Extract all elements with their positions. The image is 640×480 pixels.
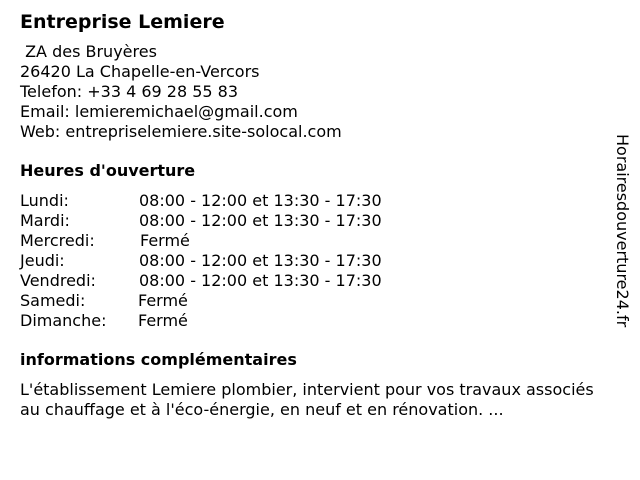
hours-value: Fermé bbox=[138, 311, 188, 330]
hours-day: Mercredi: bbox=[20, 231, 95, 250]
hours-day: Mardi: bbox=[20, 211, 70, 230]
hours-row-samedi bbox=[20, 291, 605, 311]
address-line-1: ZA des Bruyères bbox=[20, 42, 157, 61]
hours-row-lundi bbox=[20, 191, 605, 211]
hours-day: Vendredi: bbox=[20, 271, 96, 290]
hours-day: Lundi: bbox=[20, 191, 69, 210]
hours-row-mercredi bbox=[20, 231, 605, 251]
web-line[interactable]: Web: entrepriselemiere.site-solocal.com bbox=[20, 122, 342, 141]
hours-value: 08:00 - 12:00 et 13:30 - 17:30 bbox=[139, 271, 382, 290]
hours-row-mardi bbox=[20, 211, 605, 231]
email-line[interactable]: Email: lemieremichael@gmail.com bbox=[20, 102, 298, 121]
hours-value: Fermé bbox=[138, 291, 188, 310]
opening-hours-table bbox=[20, 191, 605, 331]
opening-hours-heading: Heures d'ouverture bbox=[20, 161, 196, 180]
business-name: Entreprise Lemiere bbox=[20, 11, 225, 33]
hours-day: Dimanche: bbox=[20, 311, 107, 330]
hours-value: 08:00 - 12:00 et 13:30 - 17:30 bbox=[139, 251, 382, 270]
additional-info-heading: informations complémentaires bbox=[20, 350, 297, 369]
business-card bbox=[20, 10, 605, 420]
site-watermark-label[interactable]: Horairesdouverture24.fr bbox=[613, 134, 632, 328]
phone-line[interactable]: Telefon: +33 4 69 28 55 83 bbox=[20, 82, 239, 101]
hours-day: Jeudi: bbox=[20, 251, 65, 270]
hours-row-jeudi bbox=[20, 251, 605, 271]
hours-row-vendredi bbox=[20, 271, 605, 291]
hours-value: 08:00 - 12:00 et 13:30 - 17:30 bbox=[139, 191, 382, 210]
hours-value: 08:00 - 12:00 et 13:30 - 17:30 bbox=[139, 211, 382, 230]
hours-value: Fermé bbox=[140, 231, 190, 250]
address-line-2: 26420 La Chapelle-en-Vercors bbox=[20, 62, 260, 81]
hours-day: Samedi: bbox=[20, 291, 86, 310]
additional-info-text: L'établissement Lemiere plombier, intervient pour vos travaux associés au chauffage et à l'éco-énergie, en neuf et en rénovation. ... bbox=[20, 380, 594, 419]
hours-row-dimanche bbox=[20, 311, 605, 331]
